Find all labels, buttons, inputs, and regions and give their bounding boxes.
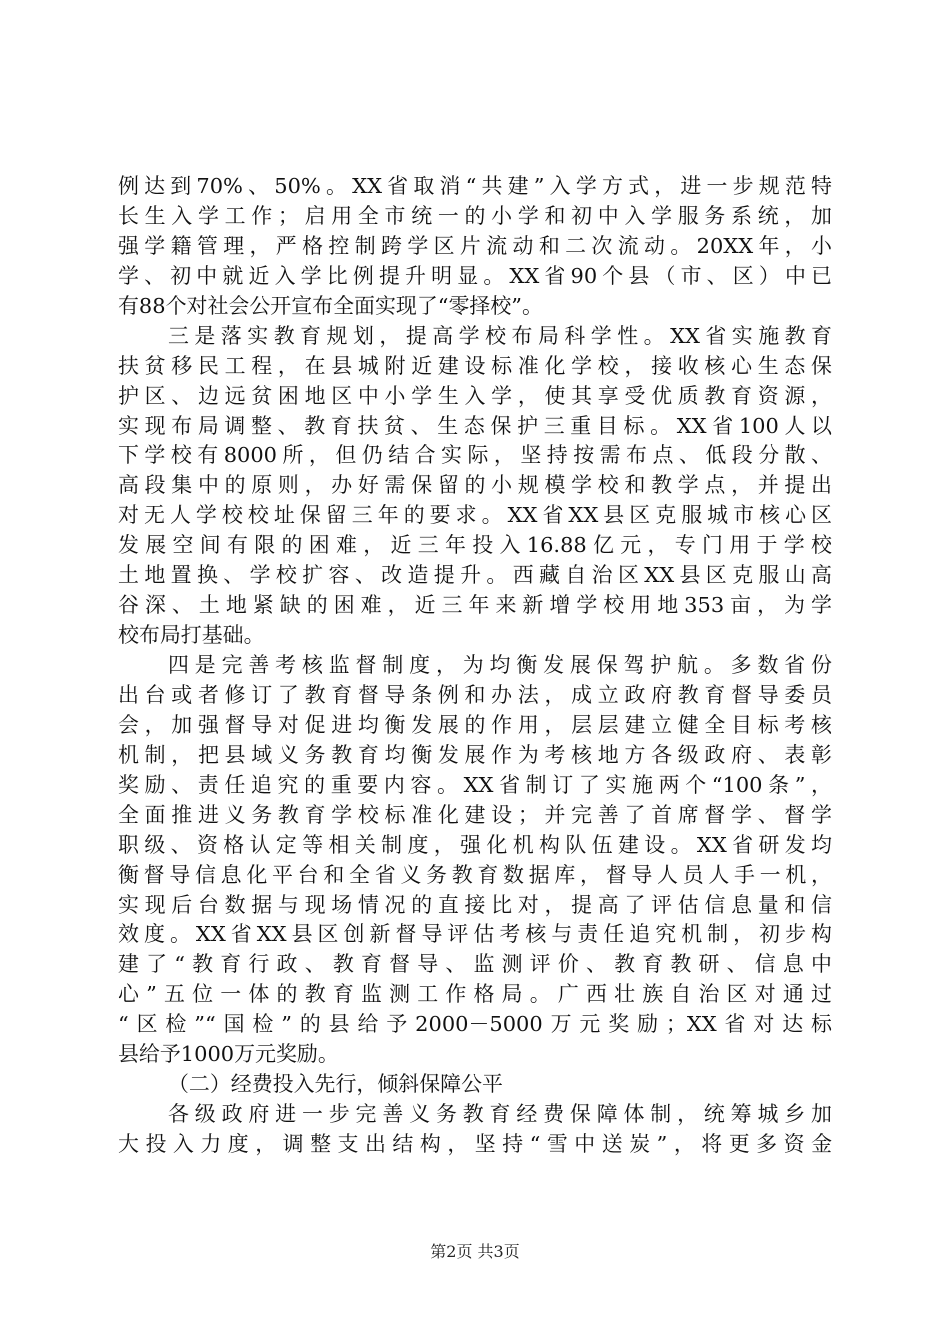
- text-line: 出台或者修订了教育督导条例和办法，成立政府教育督导委员: [118, 682, 832, 707]
- text-line: 全面推进义务教育学校标准化建设；并完善了首席督学、督学: [118, 802, 832, 827]
- text-line: 会，加强督导对促进均衡发展的作用，层层建立健全目标考核: [118, 712, 832, 737]
- text-line: 县给予1000万元奖励。: [118, 1042, 339, 1067]
- text-line: 职级、资格认定等相关制度，强化机构队伍建设。XX省研发均: [118, 832, 832, 857]
- page-footer: 第2页 共3页: [430, 1242, 520, 1261]
- paragraph-start-line: 四是完善考核监督制度，为均衡发展保驾护航。多数省份: [168, 653, 832, 678]
- text-line: 学、初中就近入学比例提升明显。XX省90个县（市、区）中已: [118, 263, 832, 288]
- text-line: 实现布局调整、教育扶贫、生态保护三重目标。XX省100人以: [118, 413, 832, 438]
- text-line: 实现后台数据与现场情况的直接比对，提高了评估信息量和信: [118, 892, 832, 917]
- text-line: 下学校有8000所，但仍结合实际，坚持按需布点、低段分散、: [118, 443, 832, 468]
- text-line: 有88个对社会公开宣布全面实现了“零择校”。: [118, 293, 543, 318]
- text-line: 心”五位一体的教育监测工作格局。广西壮族自治区对通过: [118, 982, 832, 1007]
- text-line: 高段集中的原则，办好需保留的小规模学校和教学点，并提出: [118, 473, 832, 498]
- text-line: 土地置换、学校扩容、改造提升。西藏自治区XX县区克服山高: [118, 563, 832, 588]
- text-line: 对无人学校校址保留三年的要求。XX省XX县区克服城市核心区: [118, 503, 832, 528]
- text-line: 建了“教育行政、教育督导、监测评价、教育教研、信息中: [118, 952, 832, 977]
- text-line: 机制，把县域义务教育均衡发展作为考核地方各级政府、表彰: [118, 742, 832, 767]
- text-line: 强学籍管理，严格控制跨学区片流动和二次流动。20XX年，小: [118, 233, 832, 258]
- text-line: 护区、边远贫困地区中小学生入学，使其享受优质教育资源，: [118, 383, 832, 408]
- text-line: 校布局打基础。: [118, 623, 265, 648]
- text-line: 奖励、责任追究的重要内容。XX省制订了实施两个“100条”，: [118, 772, 832, 797]
- text-line: 发展空间有限的困难，近三年投入16.88亿元，专门用于学校: [118, 533, 832, 558]
- text-line: 衡督导信息化平台和全省义务教育数据库，督导人员人手一机，: [118, 862, 832, 887]
- text-line: 例达到70%、50%。XX省取消“共建”入学方式，进一步规范特: [118, 174, 832, 198]
- section-heading: （二）经费投入先行，倾斜保障公平: [168, 1072, 503, 1097]
- text-line: 扶贫移民工程，在县城附近建设标准化学校，接收核心生态保: [118, 353, 832, 378]
- text-line: 效度。XX省XX县区创新督导评估考核与责任追究机制，初步构: [118, 922, 832, 947]
- paragraph-start-line: 各级政府进一步完善义务教育经费保障体制，统筹城乡加: [168, 1102, 832, 1127]
- paragraph-start-line: 三是落实教育规划，提高学校布局科学性。XX省实施教育: [168, 323, 832, 348]
- text-line: 长生入学工作；启用全市统一的小学和初中入学服务系统，加: [118, 203, 832, 228]
- text-line: 谷深、土地紧缺的困难，近三年来新增学校用地353亩，为学: [118, 593, 832, 618]
- text-line: 大投入力度，调整支出结构，坚持“雪中送炭”，将更多资金: [118, 1132, 832, 1157]
- text-line: “区检”“国检”的县给予2000－5000万元奖励；XX省对达标: [118, 1012, 832, 1037]
